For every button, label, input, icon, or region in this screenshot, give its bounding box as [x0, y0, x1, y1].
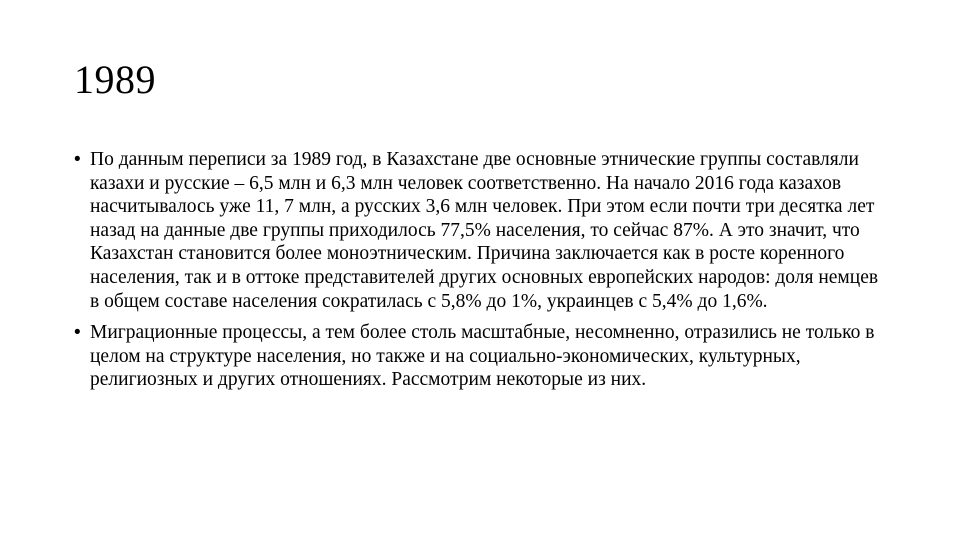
bullet-dot-icon: • [74, 149, 81, 170]
bullet-list [74, 148, 892, 400]
bullet-text: Миграционные процессы, а тем более столь масштабные, несомненно, отразились не только в целом на структуре населения, но также и на социально-экономических, культурных, религиозных и других отношениях. Рассмотрим некоторые из них. [90, 322, 875, 391]
bullet-text: По данным переписи за 1989 год, в Казахстане две основные этнические группы составляли казахи и русские – 6,5 млн и 6,3 млн человек соответственно. На начало 2016 года казахов насчитывалось уже 11, 7 млн, а русских 3,6 млн человек. При этом если почти три десятка лет назад на данные две группы приходилось 77,5% населения, то сейчас 87%. А это значит, что Казахстан становится более моноэтническим. Причина заключается как в росте коренного населения, так и в оттоке представителей других основных европейских народов: доля немцев в общем составе населения сократилась с 5,8% до 1%, украинцев с 5,4% до 1,6%. [90, 149, 879, 312]
slide-title: 1989 [74, 57, 156, 102]
bullet-item-population-census [74, 148, 892, 313]
bullet-dot-icon: • [74, 322, 81, 344]
bullet-item-migration-processes [74, 321, 892, 392]
